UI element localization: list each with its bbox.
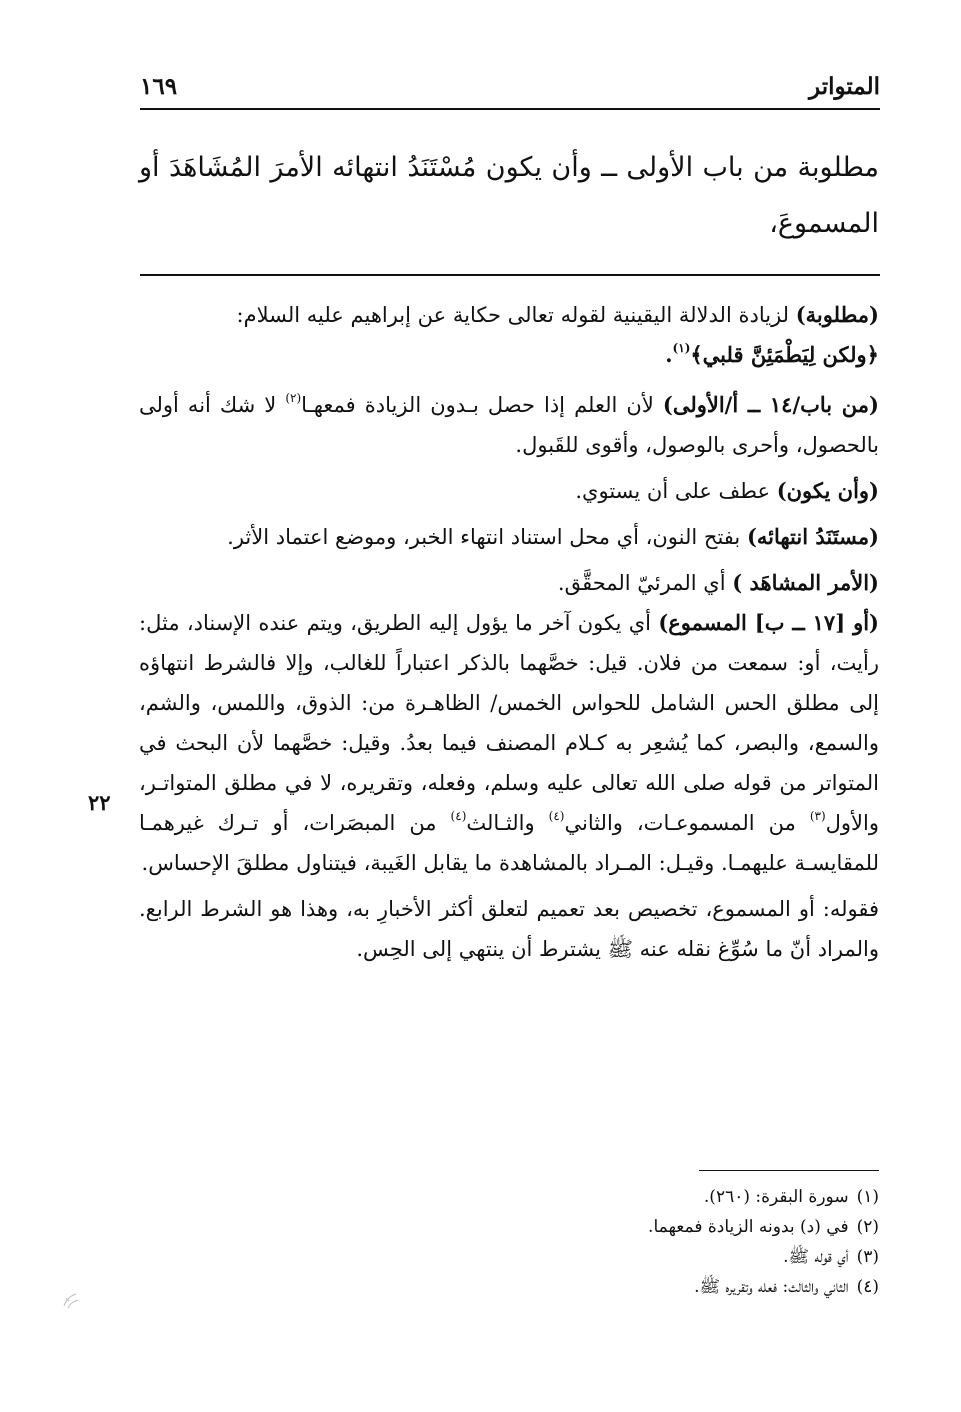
footnote-text: أي قوله ﷺ. (783, 1247, 849, 1267)
page-number: ١٦٩ (140, 72, 178, 100)
commentary-text: بفتح النون، أي محل استناد انتهاء الخبر، وموضع اعتماد الأثر. (227, 525, 747, 549)
commentary-paragraph (139, 563, 879, 603)
lemma: (الأمر المشاهَد ) (732, 570, 879, 595)
footnote-ref: (٣) (809, 809, 826, 823)
footnote-number: (٣) (856, 1247, 879, 1267)
verse-end: . (665, 342, 673, 367)
commentary-divider (140, 274, 880, 276)
footnote (139, 1242, 879, 1272)
commentary-text: لأن العلم إذا حصل بـدون الزيادة فمعهـا (301, 393, 663, 417)
footnote-ref: (٢) (285, 391, 302, 405)
stamp-icon (60, 1290, 82, 1312)
footnotes (139, 1182, 879, 1302)
footnote-text: في (د) بدونه الزيادة فمعهما. (648, 1217, 849, 1237)
lemma: (مستَنَدُ انتهائه) (746, 524, 879, 549)
commentary-paragraph (139, 889, 879, 969)
footnote-number: (٤) (856, 1277, 879, 1297)
commentary-text: عطف على أن يستوي. (575, 479, 777, 503)
commentary-paragraph (139, 517, 879, 557)
commentary-paragraph (139, 603, 879, 883)
footnote-number: (١) (856, 1187, 879, 1207)
header-rule (140, 108, 880, 110)
commentary-paragraph (139, 295, 879, 335)
main-text: مطلوبة من باب الأولى ــ وأن يكون مُسْتَنَدُ انتهائه الأمرَ المُشَاهَدَ أو المسموعَ، (139, 152, 879, 239)
chapter-title: المتواتر (809, 72, 880, 100)
running-head (140, 66, 880, 106)
footnote-ref: (٤) (548, 809, 565, 823)
commentary-paragraph (139, 471, 879, 511)
footnote-ref: (٤) (450, 809, 467, 823)
verse-text: ﴿ولكن لِيَطْمَئِنَّ قلبي﴾ (690, 342, 879, 367)
footnote (139, 1272, 879, 1302)
footnote-text: سورة البقرة: (٢٦٠). (703, 1187, 849, 1207)
quran-verse (139, 335, 879, 375)
lemma: (من باب/١٤ ــ أ/الأولى) (662, 392, 879, 417)
footnote-number: (٢) (856, 1217, 879, 1237)
commentary-text: لزيادة الدلالة اليقينية لقوله تعالى حكاية عن إبراهيم عليه السلام: (236, 303, 796, 327)
lemma: (مطلوبة) (795, 302, 879, 327)
manuscript-margin-number: ٢٢ (88, 790, 111, 815)
lemma: (وأن يكون) (776, 478, 879, 503)
lemma: (أو [١٧ ــ ب] المسموع) (658, 610, 879, 635)
commentary-text: من المسموعـات، والثاني (564, 811, 810, 835)
footnote-ref: (١) (672, 341, 691, 355)
commentary-text: والثـالث (466, 811, 549, 835)
commentary-text: فقوله: أو المسموع، تخصيص بعد تعميم لتعلق أكثر الأخبارِ به، وهذا هو الشرط الرابع. والمراد أنّ ما سُوِّغ نقله عنه ﷺ يشترط أن ينتهي إلى الحِس. (139, 897, 879, 961)
commentary (139, 295, 879, 975)
commentary-text: لا شك أنه أولى بالحصول، وأحرى بالوصول، وأقوى للقَبول. (139, 393, 879, 457)
commentary-text: من المبصَرات، أو تـرك غيرهمـا للمقايسـة عليهمـا. وقيـل: المـراد بالمشاهدة ما يقابل الغَيبة، فيتناول مطلقَ الإحساس. (139, 811, 879, 875)
commentary-text: أي المرئيّ المحقَّق. (557, 571, 733, 595)
commentary-text: أي يكون آخر ما يؤول إليه الطريق، ويتم عنده الإسناد، مثل: رأيت، أو: سمعت من فلان. قيل: خصَّهما بالذكر اعتباراً للغالب، وإلا فالشرط انتهاؤه إلى مطلق الحس الشامل للحواس الخمس/ الظاهـرة من: الذوق، واللمس، والشم، والسمع، والبصر، كما يُشعِر به كـلام المصنف فيما بعدُ. وقيل: خصَّهما لأن البحث في المتواتر من قوله صلى الله تعالى عليه وسلم، وفعله، وتقريره، لا في مطلق المتواتـر، والأول (139, 611, 879, 835)
footnote (139, 1182, 879, 1212)
footnote-rule (699, 1170, 879, 1171)
faint-stamp-mark (60, 1290, 82, 1312)
commentary-paragraph (139, 385, 879, 465)
footnote (139, 1212, 879, 1242)
footnote-text: الثاني والثالث: فعله وتقريره ﷺ. (694, 1277, 849, 1297)
